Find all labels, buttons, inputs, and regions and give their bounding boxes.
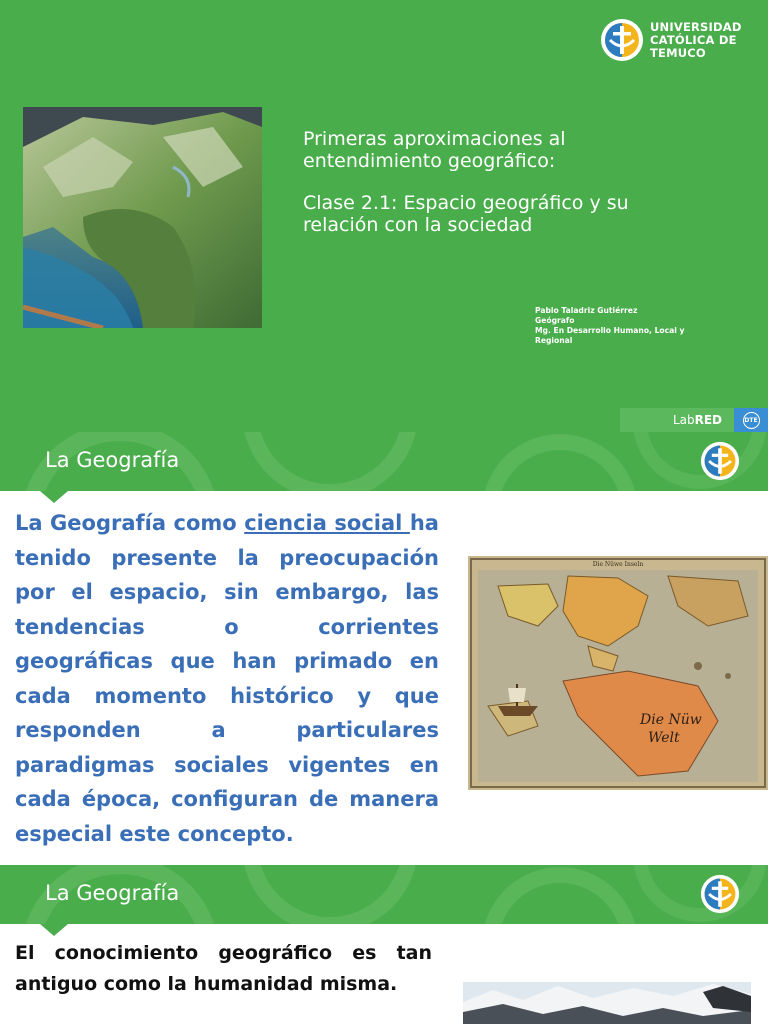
class-title: Clase 2.1: Espacio geográfico y su relación con la sociedad — [303, 192, 629, 236]
mountain-landscape-image — [463, 982, 751, 1024]
presentation-title — [303, 128, 703, 236]
labred-logo: LabRED — [672, 413, 722, 427]
labred-footer — [620, 408, 768, 432]
geography-paragraph: La Geografía como ciencia social ha tenido presente la preocupación por el espacio, sin embargo, las tendencias o corrientes geográficas que han primado en cada momento histórico y que responden a particulares paradigmas sociales vigentes en cada época, configuran de manera especial este concepto. — [15, 511, 439, 846]
uct-emblem-icon — [600, 18, 644, 62]
terrain-3d-image — [23, 107, 262, 328]
dte-badge — [734, 408, 768, 432]
author-role: Geógrafo — [535, 316, 575, 325]
section-header-bar — [0, 865, 768, 924]
map-label-nueva: Die Nüw — [640, 712, 702, 728]
uct-emblem-icon — [700, 874, 740, 914]
section-title: La Geografía — [45, 448, 180, 472]
university-name: UNIVERSIDAD CATÓLICA DE TEMUCO — [650, 19, 742, 60]
map-label-welt: Welt — [648, 730, 680, 746]
title-slide — [0, 0, 768, 432]
section-title: La Geografía — [45, 881, 180, 905]
author-degree: Mg. En Desarrollo Humano, Local y Regional — [535, 326, 685, 345]
ciencia-social-link[interactable]: ciencia social — [244, 511, 410, 535]
old-world-map-image — [468, 556, 768, 790]
uct-emblem-icon — [700, 441, 740, 481]
section-header-bar — [0, 432, 768, 491]
header-notch — [40, 491, 68, 503]
knowledge-paragraph: El conocimiento geográfico es tan antiguo como la humanidad misma. — [15, 942, 432, 995]
map-caption: Die Nüwe Inseln — [592, 561, 644, 568]
university-logo — [600, 18, 742, 62]
dte-icon: DTE — [743, 412, 760, 429]
author-info — [535, 306, 695, 346]
header-notch — [40, 924, 68, 936]
author-name: Pablo Taladriz Gutiérrez — [535, 306, 638, 315]
course-title: Primeras aproximaciones al entendimiento geográfico: — [303, 128, 566, 172]
